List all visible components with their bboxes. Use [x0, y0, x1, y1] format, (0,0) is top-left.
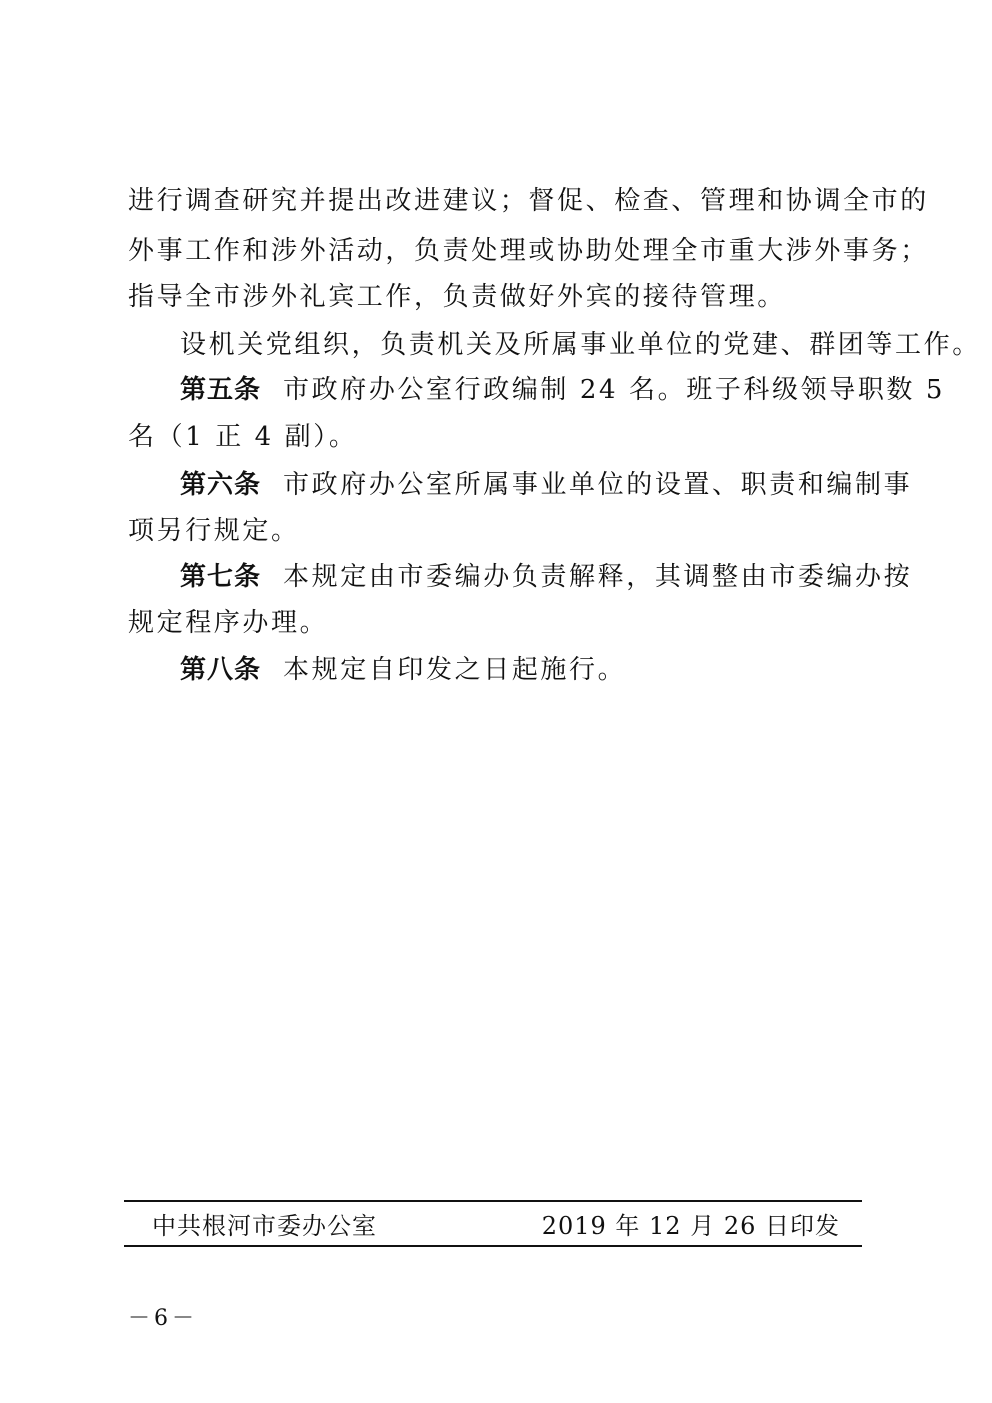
body-line-1: 进行调查研究并提出改进建议；督促、检查、管理和协调全市的	[128, 186, 929, 216]
article-5-text: 市政府办公室行政编制 24 名。班子科级领导职数 5	[283, 375, 946, 405]
article-8-heading: 第八条	[180, 655, 262, 685]
article-5-line-2: 名（1 正 4 副）。	[128, 422, 358, 452]
footer-date: 2019 年 12 月 26 日印发	[541, 1212, 840, 1240]
article-6-text: 市政府办公室所属事业单位的设置、职责和编制事	[283, 470, 913, 500]
body-line-3: 指导全市涉外礼宾工作，负责做好外宾的接待管理。	[128, 282, 786, 312]
article-8-line-1	[180, 657, 626, 683]
article-6-line-1	[180, 472, 912, 498]
article-5-line-1	[180, 377, 945, 403]
article-7-text: 本规定由市委编办负责解释，其调整由市委编办按	[283, 562, 913, 592]
article-6-line-2: 项另行规定。	[128, 516, 300, 546]
article-7-line-1	[180, 564, 912, 590]
footer-bottom-rule	[124, 1245, 862, 1247]
footer-top-rule	[124, 1200, 862, 1202]
article-5-heading: 第五条	[180, 375, 262, 405]
page-number: －6－	[128, 1306, 198, 1331]
article-6-heading: 第六条	[180, 470, 262, 500]
article-7-line-2: 规定程序办理。	[128, 608, 329, 638]
article-8-text: 本规定自印发之日起施行。	[283, 655, 627, 685]
body-line-2: 外事工作和涉外活动，负责处理或协助处理全市重大涉外事务；	[128, 236, 929, 266]
footer-issuer: 中共根河市委办公室	[152, 1212, 377, 1240]
body-line-4: 设机关党组织，负责机关及所属事业单位的党建、群团等工作。	[180, 330, 981, 360]
article-7-heading: 第七条	[180, 562, 262, 592]
